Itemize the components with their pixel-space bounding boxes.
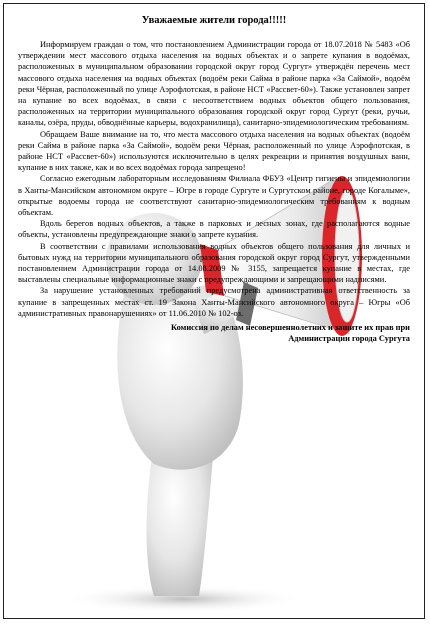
signature-line-2: Администрации города Сургута xyxy=(288,334,410,344)
notice-title: Уважаемые жители города!!!!! xyxy=(141,15,287,26)
notice-paragraph-2: Обращаем Ваше внимание на то, что места массового отдыха населения на водных объектах (водоём реки Сайма в районе парка «За Саймой», водоём реки Чёрная, расположенный по улице Аэрофлотская, в районе НСТ «Рассвет-60») используются исключительно в целях рекреации и принятия воздушных ванн, купание в них также, как и во всех водоёмах города запрещено! xyxy=(18,129,410,173)
notice-paragraph-3: Согласно ежегодным лабораторным исследованиям Филиала ФБУЗ «Центр гигиены и эпидемиологии в Ханты-Мансийском автономном округе – Югре в городе Сургуте и Сургутском районе, городе Когалыме», открытые водоемы города не соответствуют санитарно-эпидемиологическим требованиям к водным объектам. xyxy=(18,174,410,218)
notice-signature xyxy=(18,322,410,344)
notice-paragraph-5: В соответствии с правилами использования водных объектов общего пользования для личных и бытовых нужд на территории муниципального образования городской округ город Сургут, утвержденными постановлением Администрации города от 14.08.2009 № 3155, запрещается купание в местах, где выставлены специальные информационные знаки с предупреждающими и запрещающими надписями. xyxy=(18,241,410,285)
notice-paragraph-6: За нарушение установленных требований предусмотрена административная ответственность за купание в запрещенных местах ст. 19 Закона Ханты-Мансийского автономного округа – Югры «Об административных правонарушениях» от 11.06.2010 № 102-оз. xyxy=(18,286,410,318)
signature-line-1: Комиссия по делам несовершеннолетних и защите их прав при xyxy=(170,323,410,333)
notice-paragraph-1: Информируем граждан о том, что постановлением Администрации города от 18.07.2018 № 5483 «Об утверждении мест массового отдыха населения на водных объектах и о запрете купания в водоёмах, расположенных в муниципальном образовании городской округ город Сургут» утверждён перечень мест массового отдыха населения на водных объектах (водоём реки Сайма в районе парка «За Саймой», водоём реки Чёрная, расположенный по улице Аэрофлотская, в районе НСТ «Рассвет-60»). Также установлен запрет на купание во всех водоёмах, в связи с несоответствием водных объектов общего пользования, расположенных на территории муниципального образования городской округ город Сургут (реки, ручьи, каналы, озёра, пруды, обводнённые карьеры, водохранилища), санитарно-эпидемиологическим требованиям. xyxy=(18,40,410,128)
notice-text xyxy=(18,4,410,344)
notice-paragraph-4: Вдоль берегов водных объектов, а также в парковых и лесных зонах, где располагаются водные объекты, установлены предупреждающие знаки о запрете купания. xyxy=(18,219,410,240)
notice-page xyxy=(3,3,425,619)
